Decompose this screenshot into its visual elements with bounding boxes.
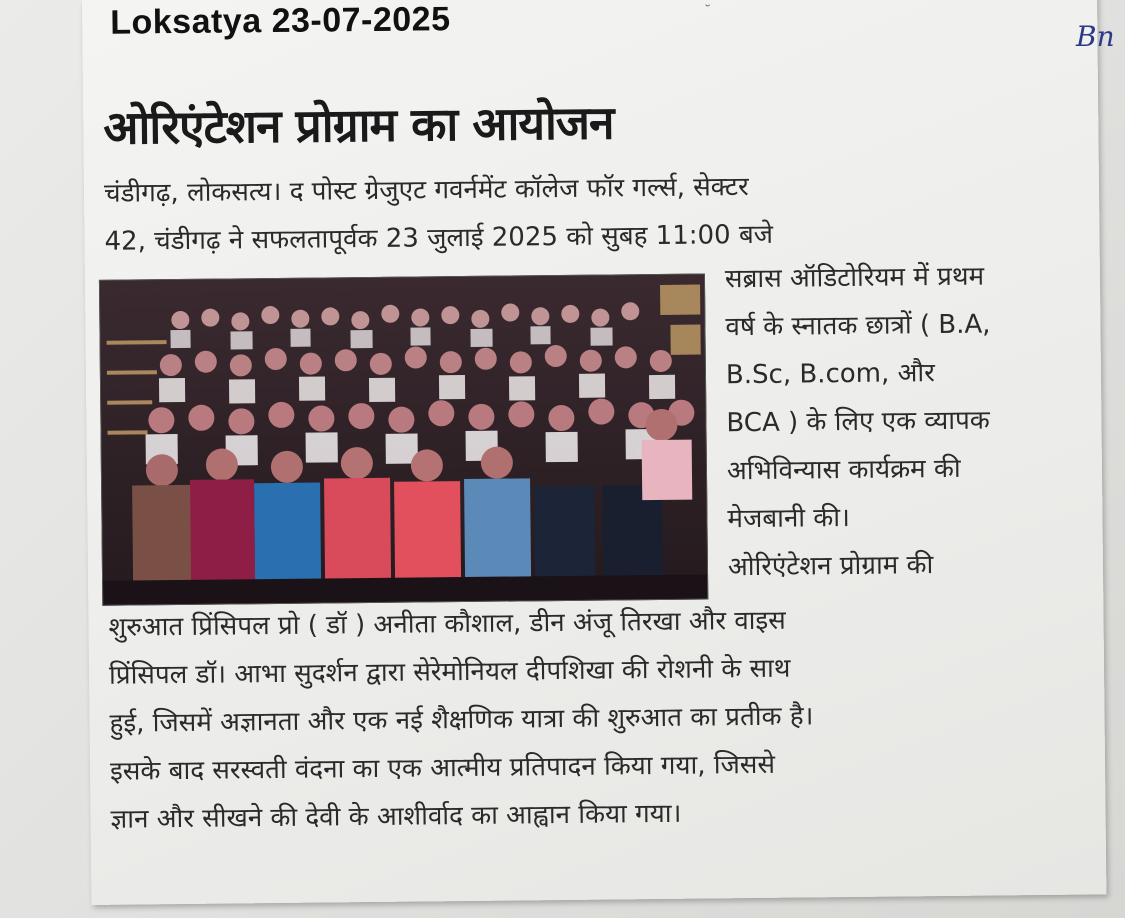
bottom-line-3: हुई, जिसमें अज्ञानता और एक नई शैक्षणिक यात्रा की शुरुआत का प्रतीक है।: [109, 701, 814, 739]
article-headline: ओरिएंटेशन प्रोग्राम का आयोजन: [103, 95, 614, 155]
bottom-line-2: प्रिंसिपल डॉ। आभा सुदर्शन द्वारा सेरेमोनियल दीपशिखा की रोशनी के साथ: [108, 653, 791, 691]
article-line-1: चंडीगढ़, लोकसत्य। द पोस्ट ग्रेजुएट गवर्नमेंट कॉलेज फॉर गर्ल्स, सेक्टर: [103, 172, 749, 209]
column-line-1: सब्रास ऑडिटोरियम में प्रथम: [724, 261, 985, 295]
handwritten-margin-note: Bn: [1076, 20, 1115, 53]
column-line-7: ओरिएंटेशन प्रोग्राम की: [727, 550, 934, 583]
column-line-4: BCA ) के लिए एक व्यापक: [726, 405, 990, 439]
bottom-line-1: शुरुआत प्रिंसिपल प्रो ( डॉ ) अनीता कौशाल, डीन अंजू तिरखा और वाइस: [108, 605, 786, 643]
article-line-2: 42, चंडीगढ़ ने सफलतापूर्वक 23 जुलाई 2025 को सुबह 11:00 बजे: [104, 219, 774, 257]
stray-mark: ˘: [704, 3, 712, 20]
auditorium-photo: [99, 273, 708, 605]
bottom-line-4: इसके बाद सरस्वती वंदना का एक आत्मीय प्रतिपादन किया गया, जिससे: [109, 749, 776, 787]
photo-side-column: [725, 253, 994, 592]
column-line-2: वर्ष के स्नातक छात्रों ( B.A,: [725, 309, 991, 343]
column-line-6: मेजबानी की।: [727, 502, 851, 535]
bottom-line-5: ज्ञान और सीखने की देवी के आशीर्वाद का आह्वान किया गया।: [110, 798, 682, 835]
audience-image: [100, 275, 707, 605]
newspaper-clipping: [82, 0, 1106, 905]
column-line-5: अभिविन्यास कार्यक्रम की: [726, 453, 961, 487]
column-line-3: B.Sc, B.com, और: [725, 358, 935, 391]
article-continuation: [108, 596, 814, 843]
source-date-title: Loksatya 23-07-2025: [110, 0, 451, 42]
